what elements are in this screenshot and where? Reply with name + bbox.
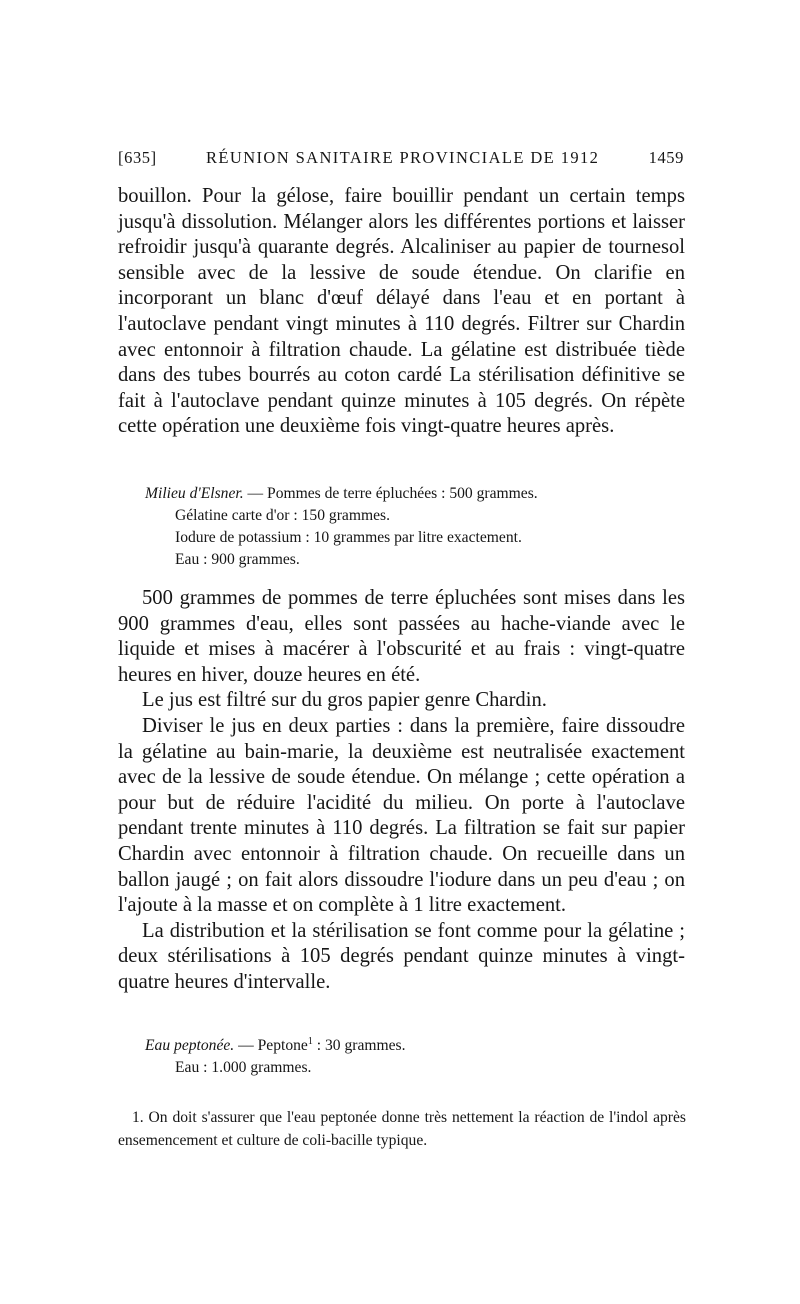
formula-lead-line (145, 483, 705, 505)
formula-lead-line (145, 1035, 705, 1057)
formula-name: Milieu d'Elsner. (145, 485, 244, 502)
formula-eau-peptonee (145, 1035, 705, 1079)
formula-lead-quantity: : 30 grammes. (312, 1037, 406, 1054)
paragraph: bouillon. Pour la gélose, faire bouillir pendant un certain temps jusqu'à dissolution. Mélanger alors les différentes portions et laisser refroidir jusqu'à quarante degrés. Alcaliniser au papier de tournesol sensible avec de la lessive de soude étendue. On clarifie en incorporant un blanc d'œuf délayé dans l'eau et en portant à l'autoclave pendant vingt minutes à 110 degrés. Filtrer sur Chardin avec entonnoir à filtration chaude. La gélatine est distribuée tiède dans des tubes bourrés au coton cardé La stérilisation définitive se fait à l'autoclave pendant quinze minutes à 105 degrés. On répète cette opération une deuxième fois vingt-quatre heures après. (118, 185, 685, 438)
formula-milieu-elsner (145, 483, 705, 571)
paragraph: Le jus est filtré sur du gros papier genre Chardin. (142, 689, 547, 712)
footnote-reference[interactable]: 1 (307, 1035, 313, 1047)
paragraph: Diviser le jus en deux parties : dans la première, faire dissoudre la gélatine au bain-marie, la deuxième est neutralisée exactement avec de la lessive de soude étendue. On mélange ; cette opération a pour but de réduire l'acidité du milieu. On porte à l'autoclave pendant trente minutes à 110 degrés. La filtration se fait sur papier Chardin avec entonnoir à filtration chaude. On recueille dans un ballon jaugé ; on fait alors dissoudre l'iodure dans un peu d'eau ; on l'ajoute à la masse et on complète à 1 litre exactement. (118, 714, 685, 917)
formula-lead-ingredient: — Pommes de terre épluchées : 500 grammes. (243, 485, 538, 502)
formula-lead-ingredient: — Peptone (234, 1037, 308, 1054)
page-number: 1459 (648, 148, 684, 167)
section-number: [635] (118, 148, 157, 167)
formula-ingredient: Gélatine carte d'or : 150 grammes. (175, 507, 390, 524)
body-paragraph-continued (118, 184, 685, 440)
formula-ingredient: Iodure de potassium : 10 grammes par litre exactement. (175, 529, 522, 546)
paragraph: La distribution et la stérilisation se font comme pour la gélatine ; deux stérilisations à 105 degrés pendant quinze minutes à vingt-quatre heures d'intervalle. (118, 919, 685, 993)
running-header (118, 144, 684, 168)
body-paragraphs (118, 586, 685, 996)
footnote (118, 1106, 686, 1152)
formula-name: Eau peptonée. (145, 1037, 235, 1054)
formula-ingredient: Eau : 1.000 grammes. (175, 1059, 312, 1076)
paragraph: 500 grammes de pommes de terre épluchées sont mises dans les 900 grammes d'eau, elles sont passées au hache-viande avec le liquide et mises à macérer à l'obscurité et au frais : vingt-quatre heures en hiver, douze heures en été. (118, 587, 685, 686)
formula-ingredient: Eau : 900 grammes. (175, 551, 300, 568)
footnote-text: 1. On doit s'assurer que l'eau peptonée donne très nettement la réaction de l'indol après ensemencement et culture de coli-bacille typique. (118, 1109, 686, 1149)
running-title: RÉUNION SANITAIRE PROVINCIALE DE 1912 (206, 148, 600, 167)
